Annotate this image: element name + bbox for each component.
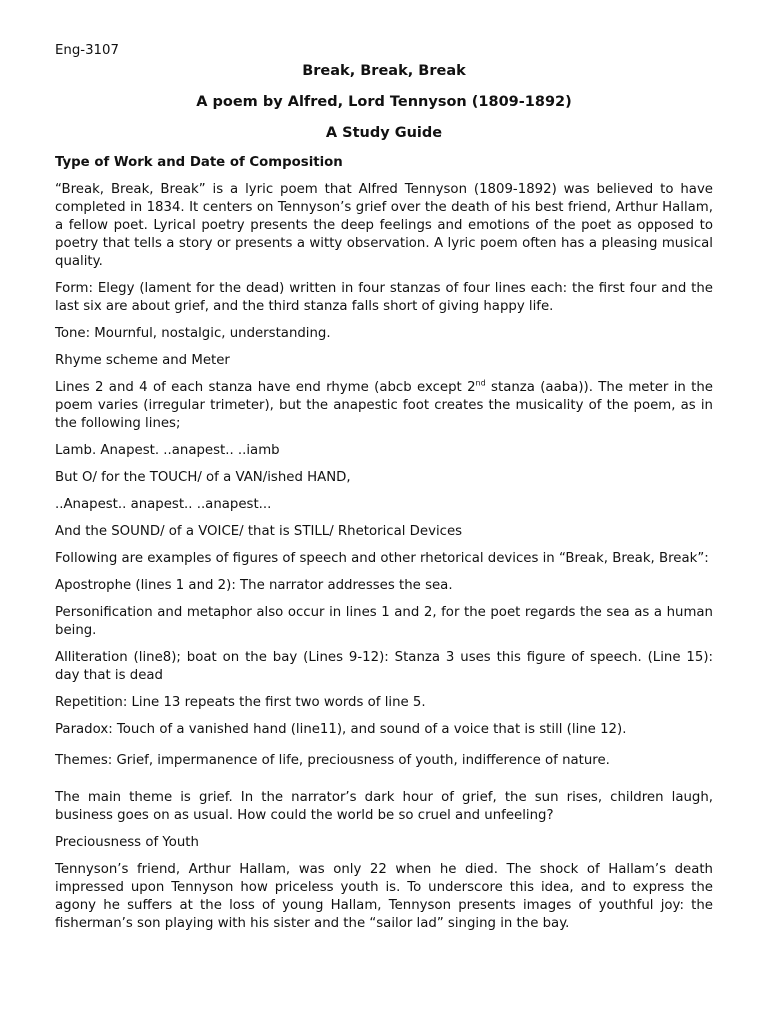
main-theme-paragraph: The main theme is grief. In the narrator’s dark hour of grief, the sun rises, children laugh, business goes on as usual. How could the world be so cruel and unfeeling? [55, 790, 713, 823]
youth-heading: Preciousness of Youth [55, 835, 199, 850]
devices-intro: Following are examples of figures of speech and other rhetorical devices in “Break, Break, Break”: [55, 551, 709, 566]
youth-paragraph: Tennyson’s friend, Arthur Hallam, was only 22 when he died. The shock of Hallam’s death impressed upon Tennyson how priceless youth is. To underscore this idea, and to express the agony he suffers at the loss of young Hallam, Tennyson presents images of youthful joy: the fisherman’s son playing with his sister and the “sailor lad” singing in the bay. [55, 862, 713, 931]
rhyme-heading: Rhyme scheme and Meter [55, 353, 230, 368]
personification-paragraph: Personification and metaphor also occur in lines 1 and 2, for the poet regards the sea as a human being. [55, 605, 713, 638]
document-title: Break, Break, Break [302, 63, 466, 79]
document-subtitle: A poem by Alfred, Lord Tennyson (1809-1892) [196, 94, 572, 110]
poem-line-1: But O/ for the TOUCH/ of a VAN/ished HAND, [55, 470, 351, 485]
scansion-line-1: Lamb. Anapest. ..anapest.. ..iamb [55, 443, 280, 458]
course-code: Eng-3107 [55, 43, 119, 58]
repetition-paragraph: Repetition: Line 13 repeats the first two words of line 5. [55, 695, 426, 710]
apostrophe-paragraph: Apostrophe (lines 1 and 2): The narrator addresses the sea. [55, 578, 453, 593]
rhyme-paragraph [55, 379, 713, 433]
type-of-work-heading: Type of Work and Date of Composition [55, 155, 343, 170]
rhyme-text-2: stanza (aaba)). The meter in the poem varies (irregular trimeter), but the anapestic foot creates the musicality of the poem, as in the following lines; [55, 380, 713, 431]
rhyme-text-1: Lines 2 and 4 of each stanza have end rhyme (abcb except 2 [55, 380, 476, 395]
document-page [55, 42, 713, 933]
paradox-paragraph: Paradox: Touch of a vanished hand (line11), and sound of a voice that is still (line 12). [55, 722, 627, 737]
tone-paragraph: Tone: Mournful, nostalgic, understanding. [55, 326, 331, 341]
alliteration-paragraph: Alliteration (line8); boat on the bay (Lines 9-12): Stanza 3 uses this figure of speech. (Line 15): day that is dead [55, 650, 713, 683]
poem-line-2: And the SOUND/ of a VOICE/ that is STILL/ Rhetorical Devices [55, 524, 463, 539]
themes-paragraph: Themes: Grief, impermanence of life, preciousness of youth, indifference of nature. [55, 753, 610, 768]
scansion-line-2: ..Anapest.. anapest.. ..anapest... [55, 497, 272, 512]
form-paragraph: Form: Elegy (lament for the dead) written in four stanzas of four lines each: the first four and the last six are about grief, and the third stanza falls short of giving happy life. [55, 281, 713, 314]
rhyme-superscript: nd [475, 378, 486, 388]
intro-paragraph: “Break, Break, Break” is a lyric poem that Alfred Tennyson (1809-1892) was believed to have completed in 1834. It centers on Tennyson’s grief over the death of his best friend, Arthur Hallam, a fellow poet. Lyrical poetry presents the deep feelings and emotions of the poet as opposed to poetry that tells a story or presents a witty observation. A lyric poem often has a pleasing musical quality. [55, 182, 713, 269]
study-guide-heading: A Study Guide [325, 125, 443, 141]
